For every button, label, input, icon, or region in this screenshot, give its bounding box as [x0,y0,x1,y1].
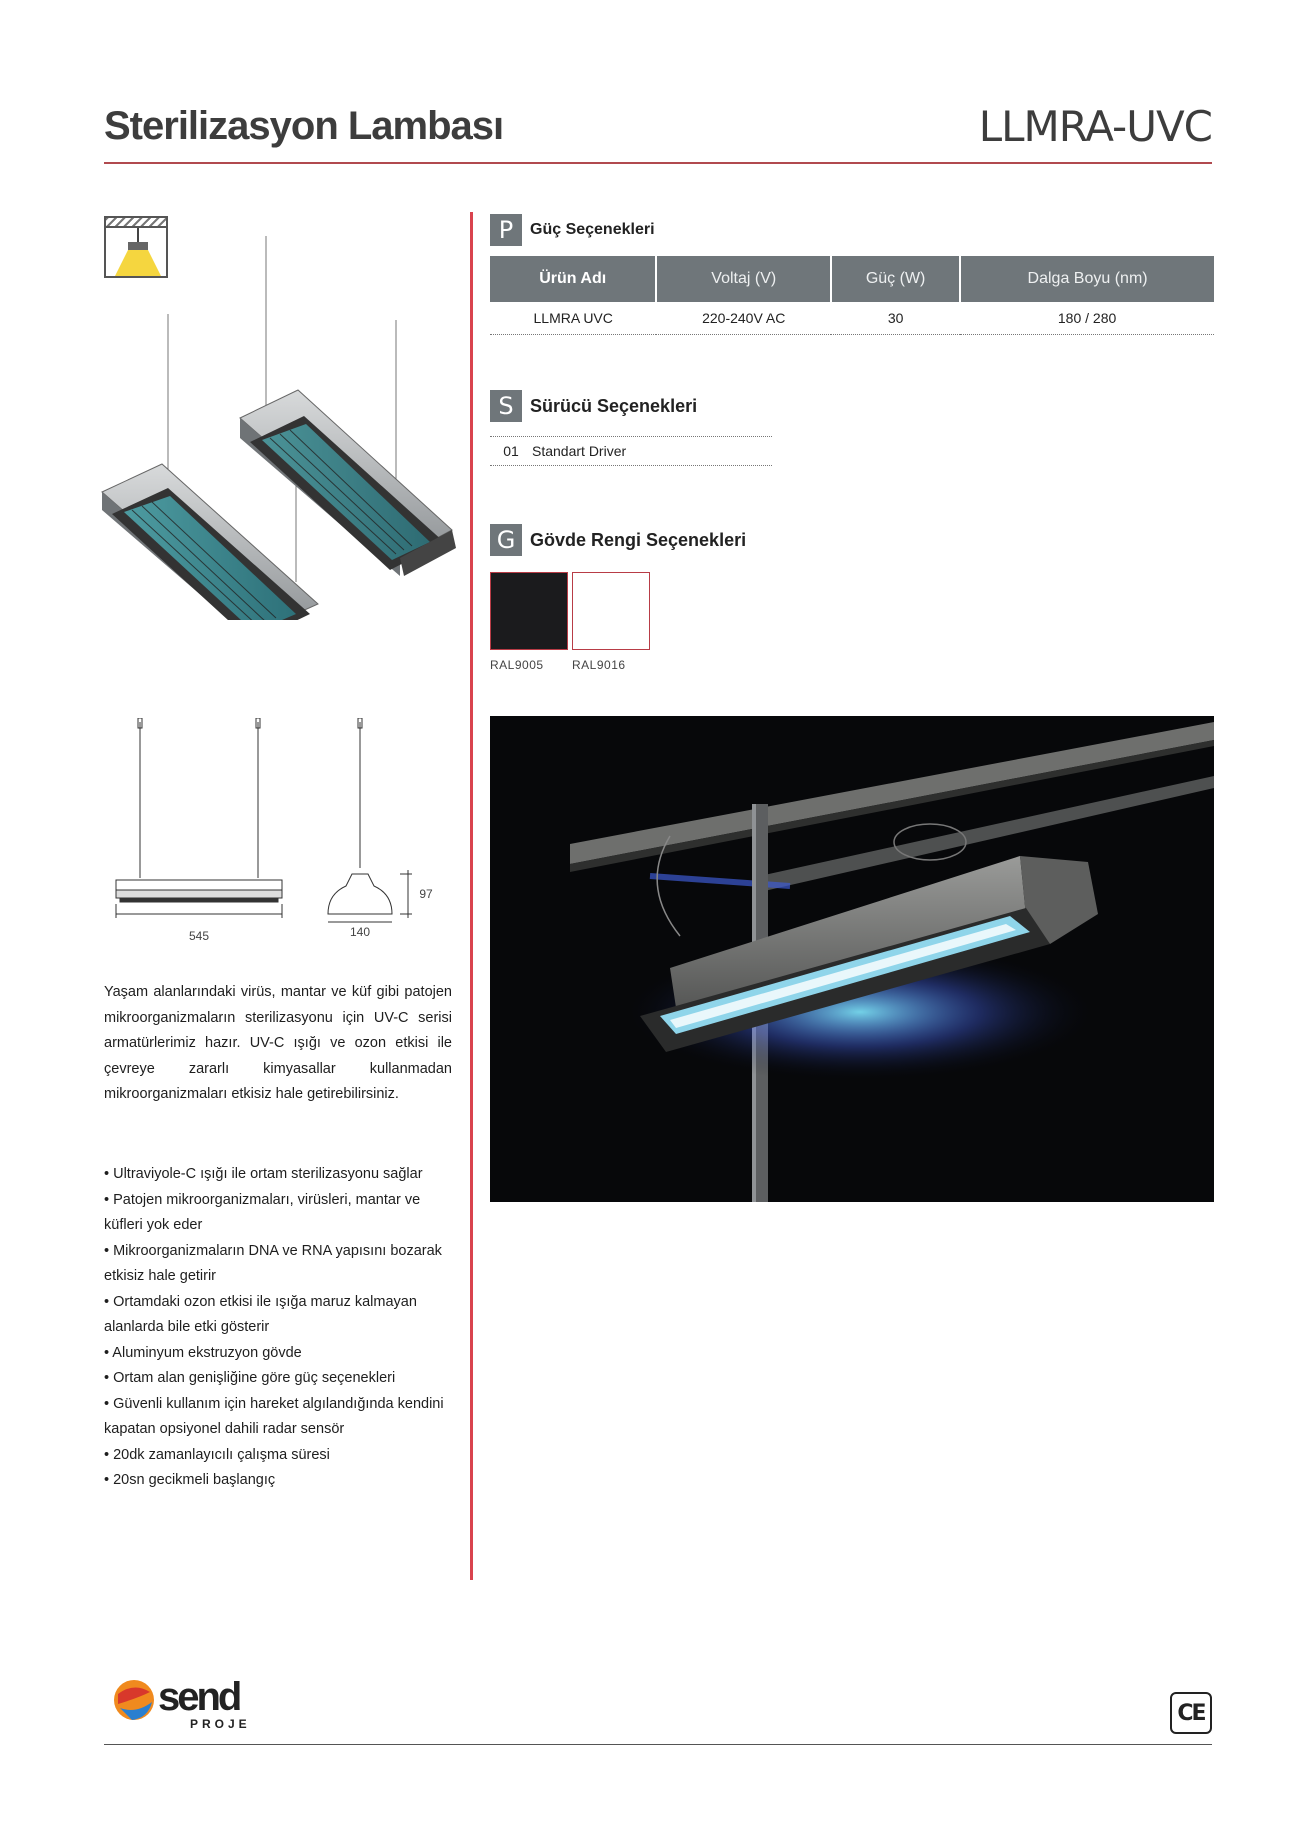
driver-option-row [490,436,772,466]
column-header-product: Ürün Adı [490,256,656,302]
product-description: Yaşam alanlarındaki virüs, mantar ve küf gibi patojen mikroorganizmaların sterilizasyonu için UV-C serisi armatürlerimiz hazır. UV-C ışığı ve ozon etkisi ile çevreye zararlı kimyasallar kullanmadan mikroorganizmaları etkisiz hale getirebilirsiniz. [104,984,452,1102]
color-badge: G [490,524,522,556]
driver-title: Sürücü Seçenekleri [530,395,698,416]
installation-photo [490,716,1214,1202]
product-code: LLMRA-UVC [978,102,1212,151]
feature-item: • Mikroorganizmaların DNA ve RNA yapısını bozarak etkisiz hale getirir [104,1242,442,1284]
feature-item: • 20dk zamanlayıcılı çalışma süresi [104,1446,330,1463]
feature-item: • Aluminyum ekstruzyon gövde [104,1344,302,1361]
feature-item: • Patojen mikroorganizmaları, virüsleri, mantar ve küfleri yok eder [104,1191,421,1233]
color-swatch-ral9005 [490,572,568,650]
table-row [490,302,1214,334]
color-section-header [490,524,746,556]
driver-section-header [490,390,697,422]
product-render-image [100,230,460,620]
feature-item: • Ultraviyole-C ışığı ile ortam sterilizasyonu sağlar [104,1166,423,1182]
brand-logo [108,1668,288,1730]
ce-mark: CE [1170,1692,1212,1734]
cell-power: 30 [831,302,960,334]
column-header-power: Güç (W) [831,256,960,302]
column-header-wavelength: Dalga Boyu (nm) [960,256,1214,302]
cell-wavelength: 180 / 280 [960,302,1214,334]
technical-drawing [100,718,460,958]
driver-badge: S [490,390,522,422]
color-label-ral9016: RAL9016 [572,658,626,672]
page-title: Sterilizasyon Lambası [104,104,504,148]
header-divider [104,162,1212,164]
power-badge: P [490,214,522,246]
color-swatch-ral9016 [572,572,650,650]
cell-voltage: 220-240V AC [656,302,831,334]
dimension-length: 545 [188,929,210,943]
feature-item: • 20sn gecikmeli başlangıç [104,1472,276,1488]
color-title: Gövde Rengi Seçenekleri [530,529,747,550]
power-title: Güç Seçenekleri [530,221,655,238]
footer-divider [104,1744,1212,1745]
feature-item: • Ortamdaki ozon etkisi ile ışığa maruz kalmayan alanlarda bile etki gösterir [104,1293,417,1335]
brand-sub: PROJE [190,1717,251,1730]
driver-number: 01 [503,443,519,459]
power-spec-table [490,256,1214,335]
feature-list [104,1162,454,1494]
feature-item: • Güvenli kullanım için hareket algılandığında kendini kapatan opsiyonel dahili radar sensör [104,1395,444,1437]
feature-item: • Ortam alan genişliğine göre güç seçenekleri [104,1370,396,1386]
dimension-width: 140 [349,925,371,939]
power-section-header [490,214,655,246]
column-divider [470,212,473,1580]
column-header-voltage: Voltaj (V) [656,256,831,302]
driver-name: Standart Driver [532,443,627,459]
cell-product: LLMRA UVC [490,302,656,334]
color-label-ral9005: RAL9005 [490,658,544,672]
dimension-height: 97 [419,887,433,901]
brand-name: send [158,1675,240,1719]
